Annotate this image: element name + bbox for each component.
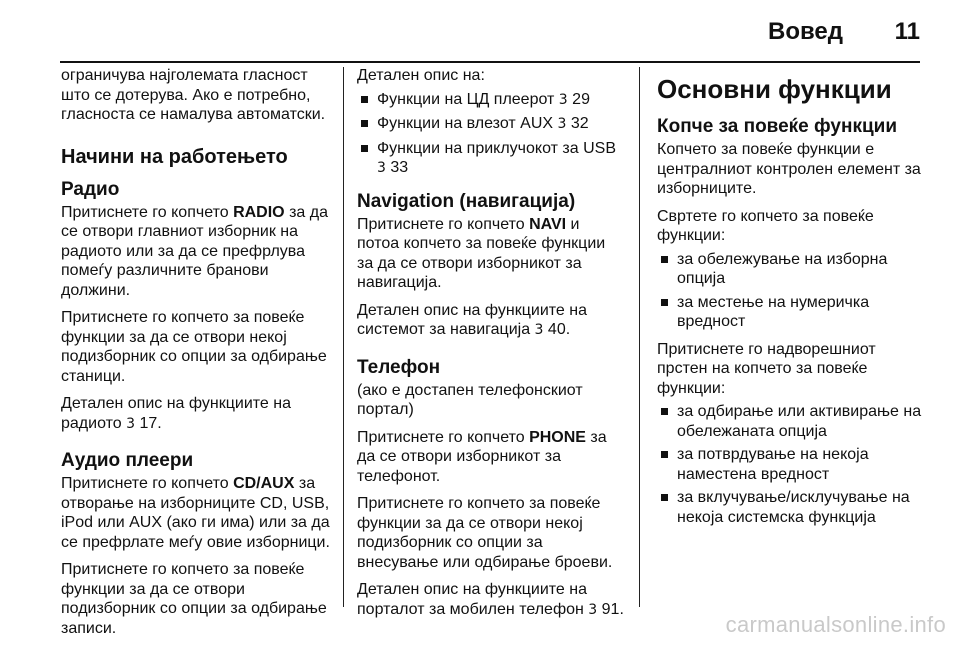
- page-number: 11: [894, 18, 920, 45]
- list-item: за вклучување/исклучување на некоја системска функција: [657, 488, 922, 527]
- list-item: за потврдување на некоја наместена вредност: [657, 445, 922, 484]
- page-ref[interactable]: 91.: [601, 600, 624, 618]
- press-list: [657, 402, 922, 527]
- list-item: за местење на нумеричка вредност: [657, 293, 922, 332]
- page-ref-arrow-icon: 3: [588, 601, 598, 618]
- detail-list: [357, 90, 625, 179]
- list-item: за одбирање или активирање на обележаната опција: [657, 402, 922, 441]
- radio-heading: Радио: [61, 178, 120, 200]
- page-ref[interactable]: 32: [570, 115, 589, 132]
- page-ref[interactable]: 17: [139, 414, 158, 432]
- audio-heading: Аудио плеери: [61, 450, 194, 471]
- phone-paragraph-1: Притиснете го копчето PHONE за да се отвори изборникот за телефонот.: [357, 428, 607, 485]
- radio-paragraph-1: Притиснете го копчето RADIO за да се отвори главниот изборник на радиото или за да се префрлува помеѓу различните бранови должини.: [61, 203, 328, 299]
- column-divider: [639, 67, 640, 607]
- page-ref-arrow-icon: 3: [377, 160, 386, 176]
- list-item: Функции на влезот AUX 3 32: [357, 114, 625, 135]
- turn-list: [657, 250, 922, 332]
- list-item: Функции на ЦД плеерот 3 29: [357, 90, 625, 111]
- nav-paragraph-1: Притиснете го копчето NAVI и потоа копчето за повеќе функции за да се отвори изборникот за навигација.: [357, 215, 606, 291]
- page-ref[interactable]: 40.: [547, 321, 571, 338]
- section-heading: Начини на работењето: [61, 145, 288, 168]
- navi-key: NAVI: [529, 215, 567, 233]
- phone-subtitle: (ако е достапен телефонскиот портал): [357, 381, 583, 418]
- page-title: Вовед: [767, 18, 843, 45]
- multifunction-paragraph-2: Свртете го копчето за повеќе функции:: [657, 207, 874, 244]
- detail-intro: Детален опис на:: [357, 67, 485, 84]
- phone-heading: Телефон: [357, 356, 441, 378]
- main-heading: Основни функции: [657, 74, 892, 104]
- watermark: carmanualsonline.info: [725, 612, 946, 637]
- page-ref-arrow-icon: 3: [126, 415, 136, 432]
- phone-paragraph-2: Притиснете го копчето за повеќе функции за да се отвори некој подизборник со опции за внесување или одбирање броеви.: [357, 495, 613, 571]
- multifunction-paragraph-1: Копчето за повеќе функции е централниот контролен елемент за изборниците.: [657, 141, 921, 197]
- page-ref[interactable]: 33: [390, 159, 409, 176]
- phone-paragraph-3: Детален опис на функциите на порталот за мобилен телефон 3 91.: [357, 581, 624, 618]
- list-item: Функции на приклучокот за USB 3 33: [357, 139, 625, 179]
- column-2: [357, 66, 625, 628]
- intro-paragraph: ограничува најголемата гласност што се дотерува. Ако е потребно, гласноста се намалува автоматски.: [61, 67, 326, 123]
- list-item: за обележување на изборна опција: [657, 250, 922, 289]
- radio-key: RADIO: [233, 203, 285, 221]
- page-ref-arrow-icon: 3: [557, 116, 567, 132]
- page-ref-arrow-icon: 3: [534, 322, 544, 338]
- multifunction-heading: Копче за повеќе функции: [657, 116, 897, 137]
- audio-paragraph-2: Притиснете го копчето за повеќе функции за да се отвори подизборник со опции за одбирање записи.: [61, 561, 327, 637]
- column-3: [657, 66, 922, 535]
- column-divider: [343, 67, 344, 607]
- cd-aux-key: CD/AUX: [233, 475, 295, 492]
- radio-paragraph-3: Детален опис на функциите на радиото 3 17.: [61, 395, 291, 432]
- radio-paragraph-2: Притиснете го копчето за повеќе функции за да се отвори некој подизборник со опции за одбирање станици.: [61, 309, 327, 385]
- page-ref-arrow-icon: 3: [558, 91, 568, 108]
- phone-key: PHONE: [529, 428, 586, 446]
- nav-heading: Navigation (навигација): [357, 190, 576, 212]
- page-ref[interactable]: 29: [572, 90, 590, 108]
- multifunction-paragraph-3: Притиснете го надворешниот прстен на копчето за повеќе функции:: [657, 340, 876, 397]
- column-1: [61, 66, 333, 646]
- audio-paragraph-1: Притиснете го копчето CD/AUX за отворање на изборниците CD, USB, iPod или AUX (ако ги има) или за да се префрлате меѓу овие изборници.: [61, 475, 330, 551]
- nav-paragraph-2: Детален опис на функциите на системот за навигација 3 40.: [357, 301, 587, 338]
- header-rule: [60, 61, 920, 63]
- page-header: [0, 0, 960, 60]
